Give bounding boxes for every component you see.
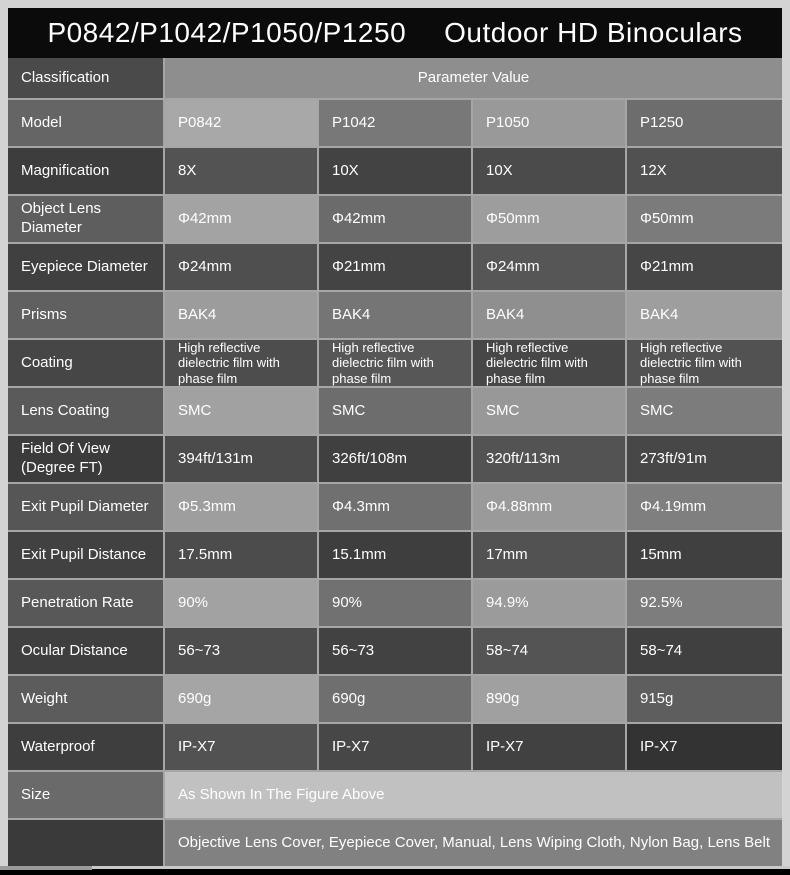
object-lens-diameter-value-2: Φ42mm: [319, 196, 471, 242]
spec-table: [8, 58, 782, 866]
bottom-edge-bar: [0, 866, 790, 875]
weight-value-1: 690g: [165, 676, 317, 722]
ocular-distance-value-2: 56~73: [319, 628, 471, 674]
field-of-view-label: Field Of View (Degree FT): [8, 436, 163, 482]
waterproof-value-3: IP-X7: [473, 724, 625, 770]
eyepiece-diameter-label: Eyepiece Diameter: [8, 244, 163, 290]
field-of-view-value-2: 326ft/108m: [319, 436, 471, 482]
model-value-3: P1050: [473, 100, 625, 146]
ocular-distance-label: Ocular Distance: [8, 628, 163, 674]
penetration-rate-value-2: 90%: [319, 580, 471, 626]
exit-pupil-diameter-value-4: Φ4.19mm: [627, 484, 782, 530]
classification-header: Classification: [8, 58, 163, 98]
waterproof-value-4: IP-X7: [627, 724, 782, 770]
exit-pupil-distance-value-2: 15.1mm: [319, 532, 471, 578]
lens-coating-label: Lens Coating: [8, 388, 163, 434]
coating-value-4: High reflective dielectric film with phase film: [627, 340, 782, 386]
weight-value-4: 915g: [627, 676, 782, 722]
prisms-value-1: BAK4: [165, 292, 317, 338]
object-lens-diameter-value-4: Φ50mm: [627, 196, 782, 242]
eyepiece-diameter-value-4: Φ21mm: [627, 244, 782, 290]
ocular-distance-value-3: 58~74: [473, 628, 625, 674]
accessories-value: Objective Lens Cover, Eyepiece Cover, Manual, Lens Wiping Cloth, Nylon Bag, Lens Belt: [165, 820, 782, 866]
penetration-rate-value-3: 94.9%: [473, 580, 625, 626]
model-value-1: P0842: [165, 100, 317, 146]
spec-sheet-content: [8, 8, 782, 866]
waterproof-label: Waterproof: [8, 724, 163, 770]
magnification-value-3: 10X: [473, 148, 625, 194]
exit-pupil-distance-label: Exit Pupil Distance: [8, 532, 163, 578]
size-value: As Shown In The Figure Above: [165, 772, 782, 818]
lens-coating-value-1: SMC: [165, 388, 317, 434]
waterproof-value-2: IP-X7: [319, 724, 471, 770]
weight-value-2: 690g: [319, 676, 471, 722]
coating-value-2: High reflective dielectric film with phase film: [319, 340, 471, 386]
lens-coating-value-4: SMC: [627, 388, 782, 434]
bottom-edge-gray-chip: [0, 866, 92, 870]
parameter-value-header: Parameter Value: [165, 58, 782, 98]
exit-pupil-distance-value-4: 15mm: [627, 532, 782, 578]
exit-pupil-distance-value-1: 17.5mm: [165, 532, 317, 578]
exit-pupil-distance-value-3: 17mm: [473, 532, 625, 578]
coating-value-1: High reflective dielectric film with phase film: [165, 340, 317, 386]
bottom-edge-light-chip: [92, 866, 790, 869]
field-of-view-value-3: 320ft/113m: [473, 436, 625, 482]
prisms-value-4: BAK4: [627, 292, 782, 338]
eyepiece-diameter-value-1: Φ24mm: [165, 244, 317, 290]
prisms-value-2: BAK4: [319, 292, 471, 338]
accessories-label-empty: [8, 820, 163, 866]
eyepiece-diameter-value-2: Φ21mm: [319, 244, 471, 290]
model-value-4: P1250: [627, 100, 782, 146]
product-name-title: Outdoor HD Binoculars: [444, 17, 743, 48]
penetration-rate-label: Penetration Rate: [8, 580, 163, 626]
exit-pupil-diameter-value-1: Φ5.3mm: [165, 484, 317, 530]
ocular-distance-value-1: 56~73: [165, 628, 317, 674]
penetration-rate-value-4: 92.5%: [627, 580, 782, 626]
magnification-label: Magnification: [8, 148, 163, 194]
weight-value-3: 890g: [473, 676, 625, 722]
exit-pupil-diameter-value-3: Φ4.88mm: [473, 484, 625, 530]
size-label: Size: [8, 772, 163, 818]
penetration-rate-value-1: 90%: [165, 580, 317, 626]
lens-coating-value-2: SMC: [319, 388, 471, 434]
ocular-distance-value-4: 58~74: [627, 628, 782, 674]
exit-pupil-diameter-label: Exit Pupil Diameter: [8, 484, 163, 530]
magnification-value-2: 10X: [319, 148, 471, 194]
exit-pupil-diameter-value-2: Φ4.3mm: [319, 484, 471, 530]
model-series-title: P0842/P1042/P1050/P1250: [47, 17, 407, 48]
field-of-view-value-1: 394ft/131m: [165, 436, 317, 482]
object-lens-diameter-value-3: Φ50mm: [473, 196, 625, 242]
coating-label: Coating: [8, 340, 163, 386]
model-value-2: P1042: [319, 100, 471, 146]
model-label: Model: [8, 100, 163, 146]
prisms-value-3: BAK4: [473, 292, 625, 338]
weight-label: Weight: [8, 676, 163, 722]
title-bar: [8, 8, 782, 58]
field-of-view-value-4: 273ft/91m: [627, 436, 782, 482]
magnification-value-1: 8X: [165, 148, 317, 194]
waterproof-value-1: IP-X7: [165, 724, 317, 770]
lens-coating-value-3: SMC: [473, 388, 625, 434]
object-lens-diameter-value-1: Φ42mm: [165, 196, 317, 242]
coating-value-3: High reflective dielectric film with phase film: [473, 340, 625, 386]
object-lens-diameter-label: Object Lens Diameter: [8, 196, 163, 242]
magnification-value-4: 12X: [627, 148, 782, 194]
eyepiece-diameter-value-3: Φ24mm: [473, 244, 625, 290]
prisms-label: Prisms: [8, 292, 163, 338]
